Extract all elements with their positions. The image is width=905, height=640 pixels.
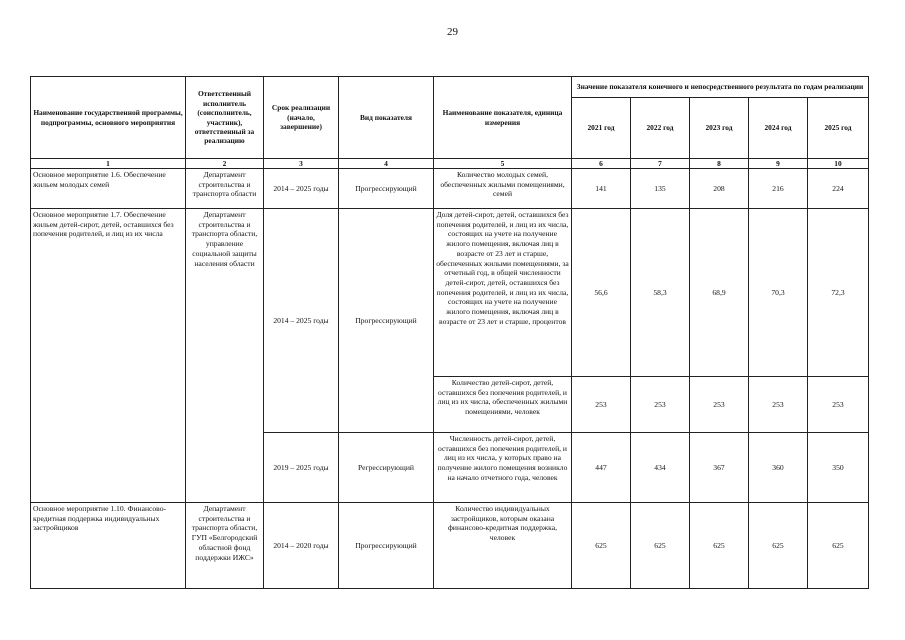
period-cell: 2014 – 2025 годы xyxy=(264,209,339,433)
indicator-cell: Количество детей-сирот, детей, оставшихся без попечения родителей, и лиц из их числа, обеспеченных жилыми помещениями, человек xyxy=(434,377,572,433)
value-cell: 253 xyxy=(631,377,690,433)
value-cell: 625 xyxy=(808,503,869,589)
header-kind: Вид показателя xyxy=(339,77,434,159)
value-cell: 360 xyxy=(749,433,808,503)
value-cell: 135 xyxy=(631,169,690,209)
kind-cell: Прогрессирующий xyxy=(339,169,434,209)
col-number: 9 xyxy=(749,159,808,169)
value-cell: 253 xyxy=(808,377,869,433)
value-cell: 350 xyxy=(808,433,869,503)
value-cell: 70,3 xyxy=(749,209,808,377)
value-cell: 216 xyxy=(749,169,808,209)
value-cell: 68,9 xyxy=(690,209,749,377)
period-cell: 2014 – 2025 годы xyxy=(264,169,339,209)
table-row xyxy=(31,209,869,377)
header-row xyxy=(31,77,869,98)
col-number: 2 xyxy=(186,159,264,169)
header-executor: Ответственный исполнитель (соисполнитель, участник), ответственный за реализацию xyxy=(186,77,264,159)
value-cell: 253 xyxy=(690,377,749,433)
col-number: 5 xyxy=(434,159,572,169)
value-cell: 141 xyxy=(572,169,631,209)
value-cell: 447 xyxy=(572,433,631,503)
col-number: 1 xyxy=(31,159,186,169)
measure-cell: Основное мероприятие 1.7. Обеспечение жильем детей-сирот, детей, оставшихся без попечения родителей, и лиц из их числа xyxy=(31,209,186,503)
col-number: 10 xyxy=(808,159,869,169)
indicator-cell: Количество индивидуальных застройщиков, которым оказана финансово-кредитная поддержка, человек xyxy=(434,503,572,589)
period-cell: 2019 – 2025 годы xyxy=(264,433,339,503)
header-year-2022: 2022 год xyxy=(631,98,690,159)
measure-cell: Основное мероприятие 1.10. Финансово-кредитная поддержка индивидуальных застройщиков xyxy=(31,503,186,589)
value-cell: 208 xyxy=(690,169,749,209)
header-indicator: Наименование показателя, единица измерения xyxy=(434,77,572,159)
header-year-2023: 2023 год xyxy=(690,98,749,159)
value-cell: 253 xyxy=(749,377,808,433)
value-cell: 224 xyxy=(808,169,869,209)
col-number: 4 xyxy=(339,159,434,169)
indicator-cell: Численность детей-сирот, детей, оставшихся без попечения родителей, и лиц из их числа, у которых право на получение жилого помещения возникло на начало отчетного года, человек xyxy=(434,433,572,503)
executor-cell: Департамент строительства и транспорта области, управление социальной защиты населения области xyxy=(186,209,264,503)
col-number: 3 xyxy=(264,159,339,169)
value-cell: 367 xyxy=(690,433,749,503)
results-table xyxy=(30,76,869,589)
value-cell: 625 xyxy=(690,503,749,589)
kind-cell: Прогрессирующий xyxy=(339,503,434,589)
executor-cell: Департамент строительства и транспорта области xyxy=(186,169,264,209)
value-cell: 625 xyxy=(749,503,808,589)
value-cell: 625 xyxy=(631,503,690,589)
value-cell: 56,6 xyxy=(572,209,631,377)
indicator-cell: Количество молодых семей, обеспеченных жилыми помещениями, семей xyxy=(434,169,572,209)
header-values-group: Значение показателя конечного и непосредственного результата по годам реализации xyxy=(572,77,869,98)
col-number: 6 xyxy=(572,159,631,169)
executor-cell: Департамент строительства и транспорта области, ГУП «Белгородский областной фонд поддержки ИЖС» xyxy=(186,503,264,589)
header-program: Наименование государственной программы, подпрограммы, основного мероприятия xyxy=(31,77,186,159)
header-year-2021: 2021 год xyxy=(572,98,631,159)
value-cell: 625 xyxy=(572,503,631,589)
column-numbers-row xyxy=(31,159,869,169)
value-cell: 434 xyxy=(631,433,690,503)
col-number: 8 xyxy=(690,159,749,169)
period-cell: 2014 – 2020 годы xyxy=(264,503,339,589)
value-cell: 253 xyxy=(572,377,631,433)
table-row xyxy=(31,503,869,589)
value-cell: 72,3 xyxy=(808,209,869,377)
value-cell: 58,3 xyxy=(631,209,690,377)
col-number: 7 xyxy=(631,159,690,169)
measure-cell: Основное мероприятие 1.6. Обеспечение жильем молодых семей xyxy=(31,169,186,209)
header-period: Срок реализации (начало, завершение) xyxy=(264,77,339,159)
kind-cell: Прогрессирующий xyxy=(339,209,434,433)
header-year-2025: 2025 год xyxy=(808,98,869,159)
table-row xyxy=(31,169,869,209)
page-number: 29 xyxy=(447,26,458,38)
kind-cell: Регрессирующий xyxy=(339,433,434,503)
indicator-cell: Доля детей-сирот, детей, оставшихся без попечения родителей, и лиц из их числа, состоящих на учете на получение жилого помещения, включая лиц в возрасте от 23 лет и старше, обеспеченных жилыми помещениями, за отчетный год, в общей численности детей-сирот, детей, оставшихся без попечения родителей, и лиц из их числа, состоящих на учете на получение жилого помещения, включая лиц в возрасте от 23 лет и старше, процентов xyxy=(434,209,572,377)
header-year-2024: 2024 год xyxy=(749,98,808,159)
